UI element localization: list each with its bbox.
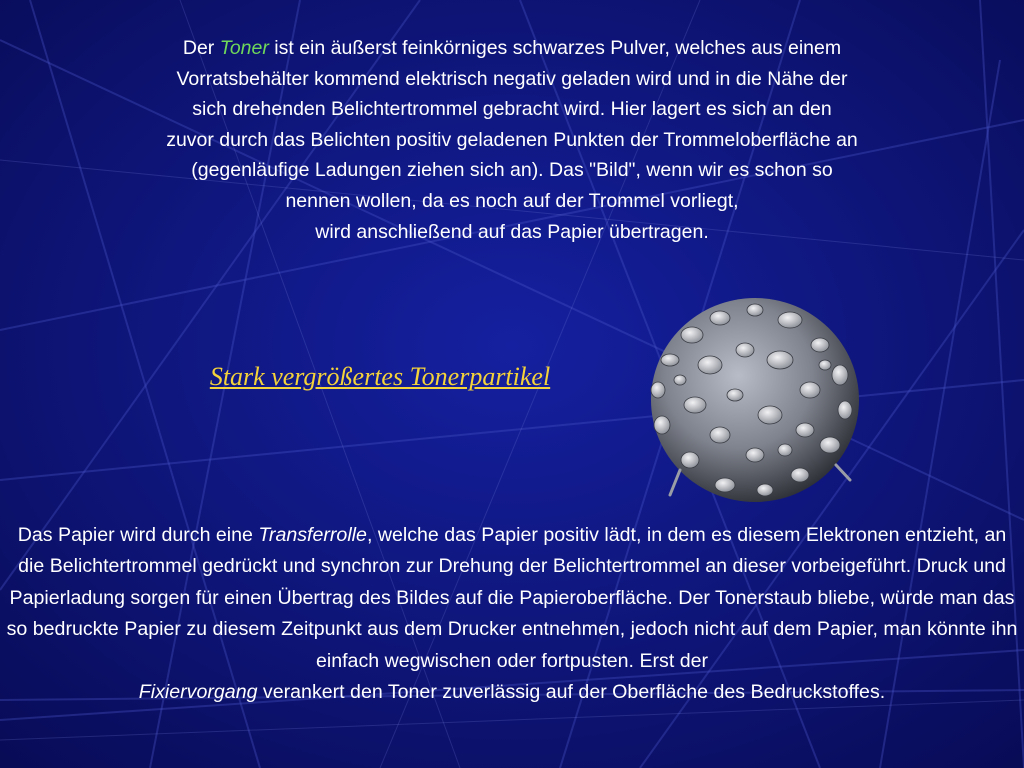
image-caption: Stark vergrößertes Tonerpartikel	[209, 362, 551, 391]
toner-particle-image	[640, 290, 870, 510]
transfer-paragraph	[4, 520, 1020, 708]
intro-line: zuvor durch das Belichten positiv geladenen Punkten der Trommeloberfläche an	[166, 128, 858, 151]
intro-paragraph	[30, 33, 994, 247]
intro-line: ist ein äußerst feinkörniges schwarzes Pulver, welches aus einem	[268, 37, 842, 59]
intro-line: sich drehenden Belichtertrommel gebracht wird. Hier lagert es sich an den	[192, 98, 832, 121]
transfer-body: , welche das Papier positiv lädt, in dem es diesem Elektronen entzieht, an die Belichtertrommel gedrückt und synchron zur Drehung der Belichtertrommel an dieser vorbeigeführt. Druck und Papierladung sorgen für einen Übertrag des Bildes auf die Papieroberfläche. Der Tonerstaub bliebe, würde man das so bedruckte Papier zu diesem Zeitpunkt aus dem Drucker entnehmen, jedoch nicht auf dem Papier, man könnte ihn einfach wegwischen oder fortpusten. Erst der	[6, 524, 1018, 672]
transfer-tail: verankert den Toner zuverlässig auf der Oberfläche des Bedruckstoffes.	[257, 681, 886, 704]
transferrolle-term: Transferrolle	[258, 524, 367, 546]
intro-line: nennen wollen, da es noch auf der Trommel vorliegt,	[285, 189, 739, 212]
fixiervorgang-term: Fixiervorgang	[138, 681, 258, 704]
intro-lead: Der	[182, 37, 220, 59]
intro-line: (gegenläufige Ladungen ziehen sich an). Das "Bild", wenn wir es schon so	[191, 159, 833, 182]
toner-term: Toner	[219, 37, 269, 59]
intro-line: Vorratsbehälter kommend elektrisch negativ geladen wird und in die Nähe der	[176, 67, 848, 90]
intro-line: wird anschließend auf das Papier übertragen.	[315, 220, 709, 243]
transfer-lead: Das Papier wird durch eine	[17, 524, 259, 546]
